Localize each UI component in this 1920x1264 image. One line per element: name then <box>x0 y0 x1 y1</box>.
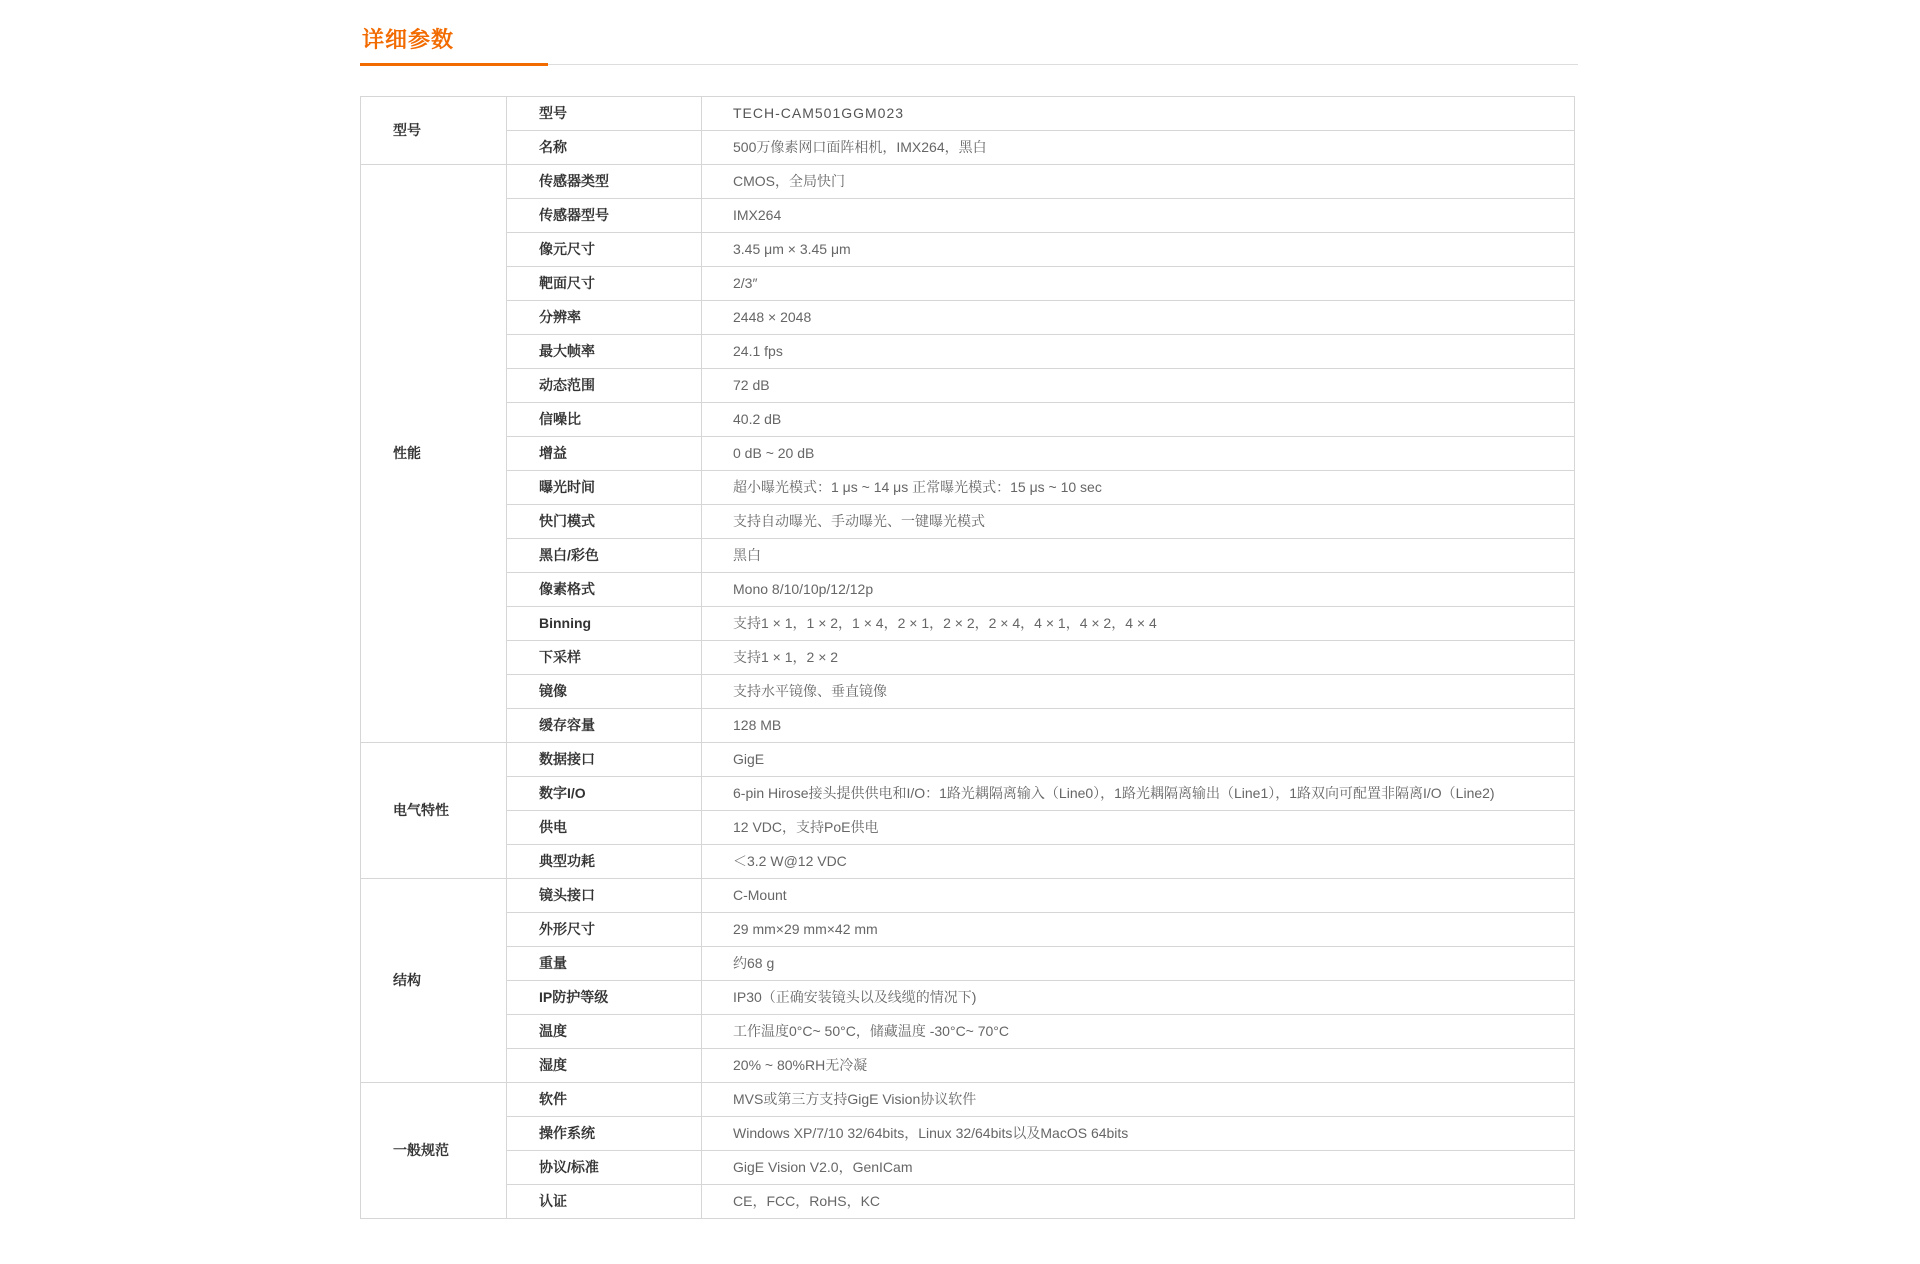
spec-param-name: Binning <box>507 607 702 641</box>
table-row <box>361 97 1575 131</box>
spec-param-value: TECH-CAM501GGM023 <box>702 97 1575 131</box>
spec-param-value: 29 mm×29 mm×42 mm <box>702 913 1575 947</box>
spec-param-value: 支持1 × 1，1 × 2，1 × 4，2 × 1，2 × 2，2 × 4，4 × 1，4 × 2，4 × 4 <box>702 607 1575 641</box>
table-row <box>361 539 1575 573</box>
spec-param-name: 最大帧率 <box>507 335 702 369</box>
table-row <box>361 437 1575 471</box>
spec-param-name: 供电 <box>507 811 702 845</box>
table-row <box>361 675 1575 709</box>
spec-param-value: IP30（正确安装镜头以及线缆的情况下) <box>702 981 1575 1015</box>
spec-param-value: 3.45 μm × 3.45 μm <box>702 233 1575 267</box>
spec-group-label: 一般规范 <box>361 1083 507 1219</box>
spec-table <box>360 96 1575 1219</box>
spec-param-name: 镜像 <box>507 675 702 709</box>
spec-param-value: Windows XP/7/10 32/64bits，Linux 32/64bits以及MacOS 64bits <box>702 1117 1575 1151</box>
table-row <box>361 233 1575 267</box>
table-row <box>361 267 1575 301</box>
table-row <box>361 607 1575 641</box>
spec-param-name: 湿度 <box>507 1049 702 1083</box>
table-row <box>361 369 1575 403</box>
table-row <box>361 743 1575 777</box>
spec-table-body <box>361 97 1575 1219</box>
table-row <box>361 981 1575 1015</box>
spec-param-name: 动态范围 <box>507 369 702 403</box>
spec-param-name: 传感器类型 <box>507 165 702 199</box>
table-row <box>361 947 1575 981</box>
table-row <box>361 301 1575 335</box>
spec-param-value: GigE <box>702 743 1575 777</box>
spec-param-name: 型号 <box>507 97 702 131</box>
spec-param-name: 快门模式 <box>507 505 702 539</box>
spec-param-value: 支持水平镜像、垂直镜像 <box>702 675 1575 709</box>
table-row <box>361 165 1575 199</box>
spec-param-value: C-Mount <box>702 879 1575 913</box>
table-row <box>361 879 1575 913</box>
spec-param-value: 6-pin Hirose接头提供供电和I/O：1路光耦隔离输入（Line0），1路光耦隔离输出（Line1），1路双向可配置非隔离I/O（Line2) <box>702 777 1575 811</box>
spec-param-value: 2448 × 2048 <box>702 301 1575 335</box>
spec-param-value: ＜3.2 W@12 VDC <box>702 845 1575 879</box>
table-row <box>361 1049 1575 1083</box>
table-row <box>361 641 1575 675</box>
spec-param-value: 128 MB <box>702 709 1575 743</box>
table-row <box>361 131 1575 165</box>
spec-param-value: Mono 8/10/10p/12/12p <box>702 573 1575 607</box>
spec-param-value: 24.1 fps <box>702 335 1575 369</box>
table-row <box>361 573 1575 607</box>
spec-param-value: 12 VDC，支持PoE供电 <box>702 811 1575 845</box>
spec-param-name: 下采样 <box>507 641 702 675</box>
spec-param-value: 黑白 <box>702 539 1575 573</box>
spec-param-value: IMX264 <box>702 199 1575 233</box>
spec-param-value: MVS或第三方支持GigE Vision协议软件 <box>702 1083 1575 1117</box>
spec-param-name: 名称 <box>507 131 702 165</box>
table-row <box>361 709 1575 743</box>
spec-param-name: 外形尺寸 <box>507 913 702 947</box>
table-row <box>361 1083 1575 1117</box>
section-title-underline <box>360 63 548 66</box>
spec-param-name: IP防护等级 <box>507 981 702 1015</box>
spec-param-value: 约68 g <box>702 947 1575 981</box>
spec-param-name: 协议/标准 <box>507 1151 702 1185</box>
table-row <box>361 777 1575 811</box>
spec-param-name: 数字I/O <box>507 777 702 811</box>
spec-param-value: 超小曝光模式：1 μs ~ 14 μs 正常曝光模式：15 μs ~ 10 sec <box>702 471 1575 505</box>
table-row <box>361 505 1575 539</box>
spec-param-name: 信噪比 <box>507 403 702 437</box>
spec-param-name: 软件 <box>507 1083 702 1117</box>
table-row <box>361 199 1575 233</box>
table-row <box>361 335 1575 369</box>
spec-param-name: 分辨率 <box>507 301 702 335</box>
table-row <box>361 1185 1575 1219</box>
spec-param-name: 操作系统 <box>507 1117 702 1151</box>
spec-param-name: 镜头接口 <box>507 879 702 913</box>
spec-param-name: 曝光时间 <box>507 471 702 505</box>
table-row <box>361 403 1575 437</box>
spec-param-name: 增益 <box>507 437 702 471</box>
spec-param-name: 典型功耗 <box>507 845 702 879</box>
spec-param-value: 支持1 × 1，2 × 2 <box>702 641 1575 675</box>
spec-param-name: 重量 <box>507 947 702 981</box>
spec-param-value: 20% ~ 80%RH无冷凝 <box>702 1049 1575 1083</box>
spec-param-name: 像素格式 <box>507 573 702 607</box>
spec-param-value: 工作温度0°C~ 50°C，储藏温度 -30°C~ 70°C <box>702 1015 1575 1049</box>
table-row <box>361 1015 1575 1049</box>
section-header <box>360 0 1578 65</box>
spec-param-name: 像元尺寸 <box>507 233 702 267</box>
table-row <box>361 1151 1575 1185</box>
spec-param-value: CMOS，全局快门 <box>702 165 1575 199</box>
spec-param-value: CE，FCC，RoHS，KC <box>702 1185 1575 1219</box>
table-row <box>361 811 1575 845</box>
spec-param-name: 数据接口 <box>507 743 702 777</box>
spec-param-name: 温度 <box>507 1015 702 1049</box>
table-row <box>361 845 1575 879</box>
spec-group-label: 型号 <box>361 97 507 165</box>
spec-param-name: 靶面尺寸 <box>507 267 702 301</box>
spec-group-label: 电气特性 <box>361 743 507 879</box>
spec-param-value: 2/3″ <box>702 267 1575 301</box>
table-row <box>361 1117 1575 1151</box>
spec-param-value: 40.2 dB <box>702 403 1575 437</box>
spec-param-value: GigE Vision V2.0，GenICam <box>702 1151 1575 1185</box>
table-row <box>361 471 1575 505</box>
table-row <box>361 913 1575 947</box>
spec-param-name: 认证 <box>507 1185 702 1219</box>
spec-param-value: 500万像素网口面阵相机，IMX264，黑白 <box>702 131 1575 165</box>
spec-param-value: 支持自动曝光、手动曝光、一键曝光模式 <box>702 505 1575 539</box>
spec-group-label: 性能 <box>361 165 507 743</box>
spec-param-value: 0 dB ~ 20 dB <box>702 437 1575 471</box>
section-title: 详细参数 <box>362 27 455 52</box>
spec-param-name: 缓存容量 <box>507 709 702 743</box>
spec-param-value: 72 dB <box>702 369 1575 403</box>
spec-param-name: 黑白/彩色 <box>507 539 702 573</box>
spec-group-label: 结构 <box>361 879 507 1083</box>
spec-param-name: 传感器型号 <box>507 199 702 233</box>
